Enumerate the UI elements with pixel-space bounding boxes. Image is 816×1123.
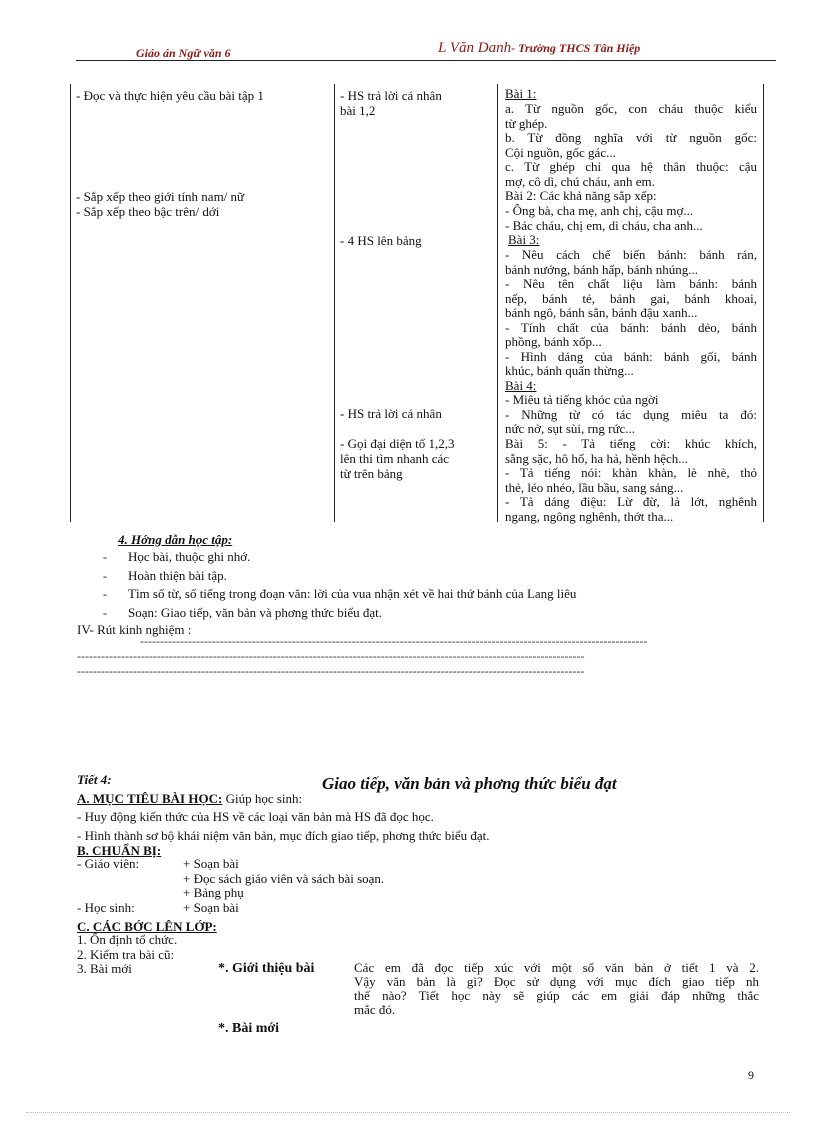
intro-text-line: Các em đã đọc tiếp xúc với một số văn bản ở tiết 1 và 2. [354, 960, 759, 975]
table-cell-c-line: Cội nguồn, gốc gác... [505, 145, 616, 160]
guide-item: Tìm số từ, số tiếng trong đoạn văn: lời của vua nhận xét về hai thứ bánh của Lang liêu [128, 586, 577, 601]
prep-item: + Đọc sách giáo viên và sách bài soạn. [183, 871, 385, 886]
bullet-dash: - [103, 569, 107, 583]
objective-item: - Hình thành sơ bộ khái niệm văn bản, mục đích giao tiếp, phơng thức biểu đạt. [77, 828, 490, 843]
page-bottom-border [26, 1112, 790, 1113]
review-dash-line: ------------------------------------------------------------------------------------------------------------------------------- [140, 634, 648, 648]
step-item: 1. Ổn định tổ chức. [77, 932, 178, 947]
intro-text-line: thế nào? Tiết học này sẽ giúp các em giải đáp những thắc [354, 988, 759, 1003]
table-cell-c-line: bánh nướng, bánh hấp, bánh nhúng... [505, 262, 699, 277]
prep-item: + Soạn bài [183, 856, 239, 871]
table-cell-b2: - 4 HS lên bảng [340, 233, 422, 248]
table-cell-c-line: mợ, cô dì, chú cháu, anh em. [505, 174, 655, 189]
table-cell-c-line: bánh ngô, bánh sắn, bánh đậu xanh... [505, 305, 698, 320]
header-school: - Trường THCS Tân Hiệp [511, 41, 641, 55]
table-cell-c-line: a. Từ nguồn gốc, con cháu thuộc kiểu [505, 101, 757, 116]
table-cell-c-bai2: Bài 2: Các khả năng sắp xếp: [505, 188, 657, 203]
objective-item: - Huy động kiến thức của HS về các loại văn bản mà HS đã đọc học. [77, 809, 434, 824]
table-cell-c-line: - Miêu tả tiếng khóc của ngời [505, 392, 659, 407]
bullet-dash: - [103, 550, 107, 564]
table-cell-c-line: - Nêu cách chế biến bánh: bánh rán, [505, 247, 757, 262]
guide-item: Học bài, thuộc ghi nhớ. [128, 549, 251, 564]
section-a-tail: Giúp học sinh: [222, 791, 303, 806]
lesson-title: Giao tiếp, văn bản và phơng thức biểu đạt [322, 774, 617, 793]
step-item: 2. Kiểm tra bài cũ: [77, 947, 175, 962]
table-cell-b4-line3: từ trên bảng [340, 466, 403, 481]
table-cell-c-line: b. Từ đồng nghĩa với từ nguồn gốc: [505, 130, 757, 145]
table-cell-a2: - Sắp xếp theo giới tính nam/ nữ [76, 189, 245, 204]
header-subject: Giáo án Ngữ văn 6 [136, 46, 231, 60]
table-cell-c-line: nếp, bánh tẻ, bánh gai, bánh khoai, [505, 291, 757, 306]
table-cell-c-line: - Tính chất của bánh: bánh dẻo, bánh [505, 320, 757, 335]
bullet-dash: - [103, 606, 107, 620]
guide-item: Soạn: Giao tiếp, văn bản và phơng thức biểu đạt. [128, 605, 383, 620]
table-cell-c-line: - Hình dáng của bánh: bánh gối, bánh [505, 349, 757, 364]
table-cell-b4: - Gọi đại diện tổ 1,2,3 [340, 436, 455, 451]
section-b-label: B. CHUẨN BỊ: [77, 843, 162, 858]
header-rule [76, 60, 776, 61]
table-border-col2 [497, 84, 498, 522]
prep-item: + Bảng phụ [183, 885, 244, 900]
new-lesson-label: *. Bài mới [218, 1021, 280, 1036]
table-cell-c-line: sằng sặc, hô hố, ha hả, hềnh hệch... [505, 451, 689, 466]
guide-title: 4. Hớng dẫn học tập: [118, 532, 233, 547]
section-c-label: C. CÁC BỚC LÊN LỚP: [77, 919, 217, 934]
table-cell-c-line: - Ông bà, cha mẹ, anh chị, cậu mợ... [505, 203, 694, 218]
header-author [438, 40, 640, 57]
table-cell-c-line: - Bác cháu, chị em, dì cháu, cha anh... [505, 218, 703, 233]
table-border-right [763, 84, 764, 522]
intro-text-line: mắc đó. [354, 1002, 396, 1017]
table-cell-c-line: - Những từ có tác dụng miêu ta đó: [505, 407, 757, 422]
table-cell-b1: - HS trả lời cá nhân [340, 88, 442, 103]
table-cell-c-line: khúc, bánh quấn thừng... [505, 363, 634, 378]
table-cell-c-line: ngang, ngông nghênh, thớt tha... [505, 509, 674, 524]
table-cell-c-line: - Tả dáng điệu: Lừ đừ, lả lớt, nghênh [505, 494, 757, 509]
page-number: 9 [748, 1068, 754, 1082]
table-cell-b4-line2: lên thi tìm nhanh các [340, 451, 450, 466]
period-label: Tiết 4: [77, 772, 112, 787]
table-cell-c-line: thẻ, léo nhéo, lầu bầu, sang sảng... [505, 480, 684, 495]
table-cell-c-line: - Tả tiếng nói: khàn khàn, lè nhè, thỏ [505, 465, 757, 480]
table-cell-b3: - HS trả lời cá nhân [340, 406, 442, 421]
review-dash-line: ------------------------------------------------------------------------------------------------------------------------------- [77, 664, 585, 678]
table-cell-c-line: phồng, bánh xốp... [505, 334, 602, 349]
section-a [77, 791, 302, 807]
table-cell-c-line: - Nêu tên chất liệu làm bánh: bánh [505, 276, 757, 291]
bullet-dash: - [103, 587, 107, 601]
section-a-label: A. MỤC TIÊU BÀI HỌC: [77, 791, 223, 806]
table-cell-c-bai3: Bài 3: [508, 232, 540, 247]
prep-who: - Học sinh: [77, 900, 135, 915]
table-cell-c-line: nức nở, sụt sùi, rng rức... [505, 421, 636, 436]
guide-item: Hoàn thiện bài tập. [128, 568, 227, 583]
prep-item: + Soạn bài [183, 900, 239, 915]
table-border-left [70, 84, 71, 522]
review-label: IV- Rút kinh nghiệm : [77, 622, 192, 637]
step-item: 3. Bài mới [77, 961, 132, 976]
review-dash-line: ------------------------------------------------------------------------------------------------------------------------------- [77, 649, 585, 663]
table-cell-b1-cont: bài 1,2 [340, 103, 376, 118]
table-cell-c-bai1: Bài 1: [505, 86, 537, 101]
table-cell-c-line: c. Từ ghép chỉ qua hệ thân thuộc: cậu [505, 159, 757, 174]
table-border-col1 [334, 84, 335, 522]
prep-who: - Giáo viên: [77, 856, 140, 871]
intro-text-line: Vậy văn bản là gì? Đọc sử dụng với mục đích giao tiếp nh [354, 974, 759, 989]
table-cell-c-bai5: Bài 5: - Tả tiếng cời: khúc khích, [505, 436, 757, 451]
table-cell-a1: - Đọc và thực hiện yêu cầu bài tập 1 [76, 88, 264, 103]
table-cell-c-bai4: Bài 4: [505, 378, 537, 393]
header-author-name: L Văn Danh [438, 40, 512, 56]
intro-label: *. Giới thiệu bài [218, 961, 315, 976]
table-cell-a3: - Sắp xếp theo bậc trên/ dới [76, 204, 220, 219]
table-cell-c-line: từ ghép. [505, 116, 548, 131]
